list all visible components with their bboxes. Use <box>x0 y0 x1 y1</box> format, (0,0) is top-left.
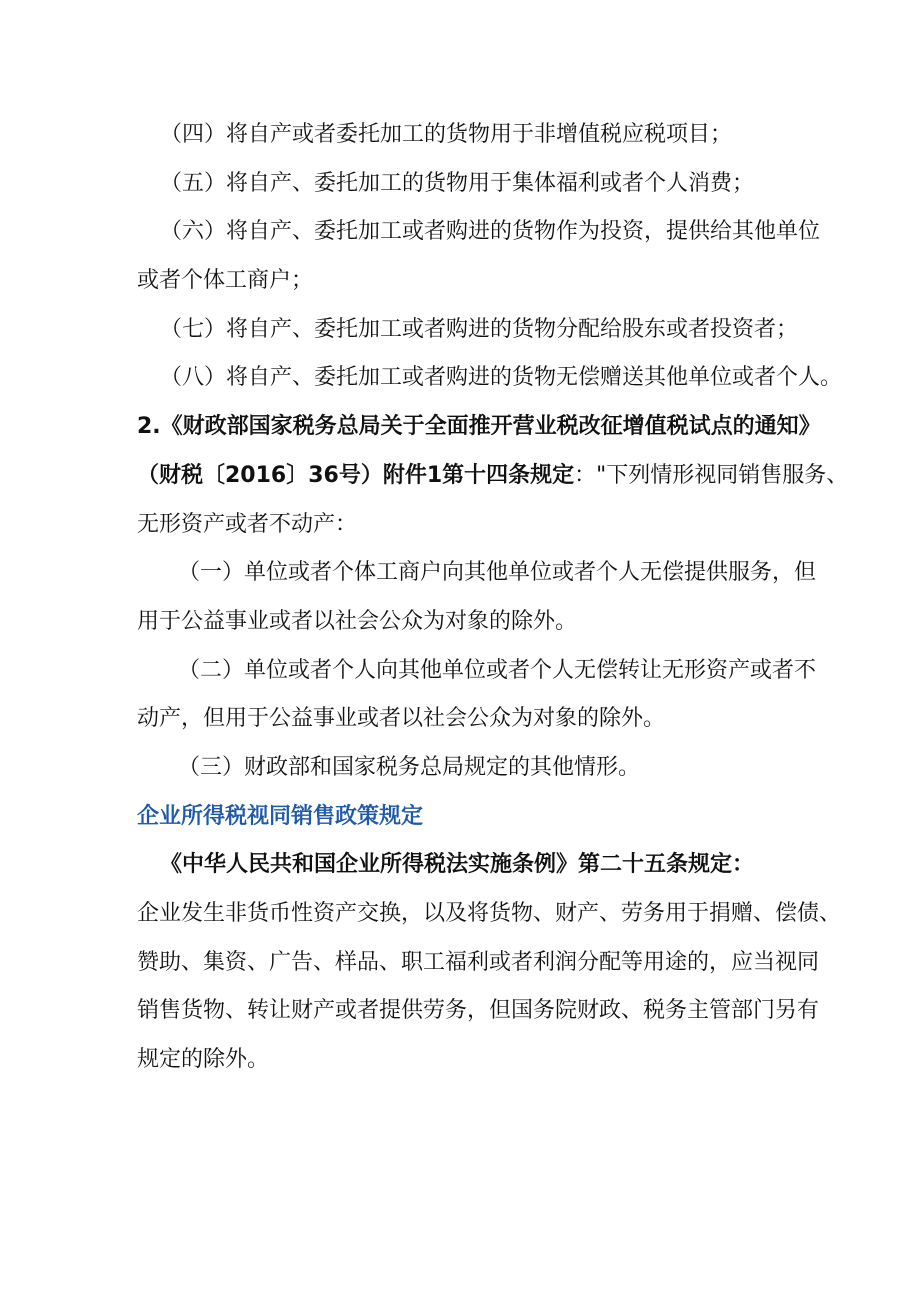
vat-item-7: （七）将自产、委托加工或者购进的货物分配给股东或者投资者； <box>160 317 799 342</box>
cit-body-line1: 企业发生非货币性资产交换，以及将货物、财产、劳务用于捐赠、偿债、 <box>137 901 842 926</box>
notice-title-line3: 无形资产或者不动产： <box>137 512 358 537</box>
cit-body-line4: 规定的除外。 <box>137 1047 270 1072</box>
cit-body-line3: 销售货物、转让财产或者提供劳务，但国务院财政、税务主管部门另有 <box>137 998 820 1023</box>
vat-item-6-line1: （六）将自产、委托加工或者购进的货物作为投资，提供给其他单位 <box>160 219 821 244</box>
notice-title-line1: 2.《财政部国家税务总局关于全面推开营业税改征增值税试点的通知》 <box>137 414 821 439</box>
notice-title-line2 <box>137 461 907 491</box>
service-item-3: （三）财政部和国家税务总局规定的其他情形。 <box>178 755 641 780</box>
service-item-1-line2: 用于公益事业或者以社会公众为对象的除外。 <box>137 609 578 634</box>
notice-quote-start: ："下列情形视同销售服务、 <box>574 463 849 488</box>
service-item-1-line1: （一）单位或者个体工商户向其他单位或者个人无偿提供服务，但 <box>178 560 817 585</box>
cit-body-line2: 赞助、集资、广告、样品、职工福利或者利润分配等用途的，应当视同 <box>137 950 820 975</box>
cit-section-heading: 企业所得税视同销售政策规定 <box>137 804 424 829</box>
vat-item-4: （四）将自产或者委托加工的货物用于非增值税应税项目； <box>160 122 733 147</box>
vat-item-6-line2: 或者个体工商户； <box>137 268 314 293</box>
vat-item-8: （八）将自产、委托加工或者购进的货物无偿赠送其他单位或者个人。 <box>160 365 843 390</box>
service-item-2-line2: 动产，但用于公益事业或者以社会公众为对象的除外。 <box>137 706 666 731</box>
cit-regulation-ref: 《中华人民共和国企业所得税法实施条例》第二十五条规定： <box>160 852 755 877</box>
service-item-2-line1: （二）单位或者个人向其他单位或者个人无偿转让无形资产或者不 <box>178 658 817 683</box>
notice-document-ref: （财税〔2016〕36号）附件1第十四条规定 <box>137 463 575 488</box>
vat-item-5: （五）将自产、委托加工的货物用于集体福利或者个人消费； <box>160 171 755 196</box>
